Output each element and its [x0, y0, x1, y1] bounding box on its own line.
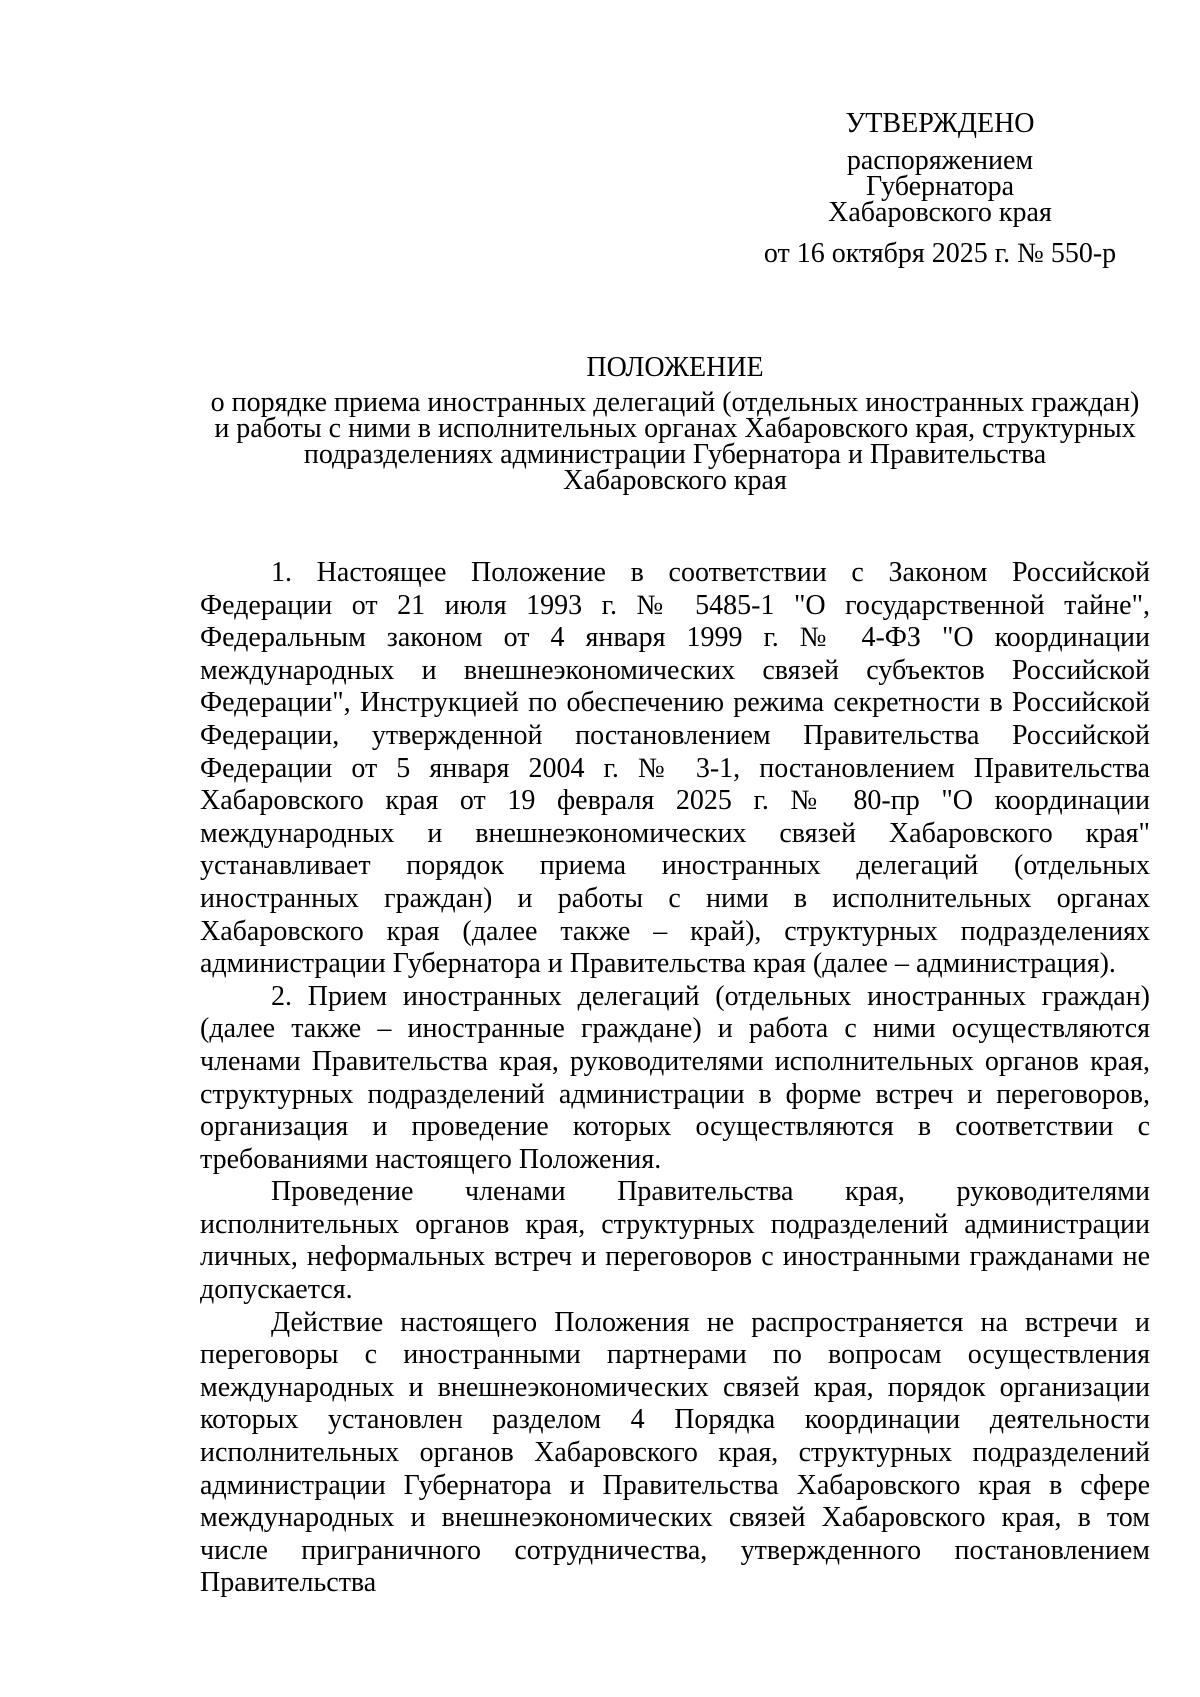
- approval-line-2: Губернатора: [865, 171, 1015, 202]
- document-subtitle-line: о порядке приема иностранных делегаций (отдельных иностранных граждан): [210, 387, 1140, 418]
- document-title: ПОЛОЖЕНИЕ: [586, 352, 764, 383]
- approval-line-3: Хабаровского края: [828, 197, 1052, 228]
- approval-line-1: распоряжением: [846, 145, 1034, 176]
- approval-block: [740, 106, 1140, 272]
- paragraph-3: Проведение членами Правительства края, руководителями исполнительных органов края, структурных подразделений администрации личных, неформальных встреч и переговоров с иностранными гражданами не допускается.: [200, 1176, 1150, 1306]
- approval-title: УТВЕРЖДЕНО: [845, 108, 1035, 139]
- document-subtitle-line: подразделениях администрации Губернатора и Правительства: [303, 439, 1047, 470]
- document-subtitle-line: Хабаровского края: [563, 465, 787, 496]
- approval-date: от 16 октября 2025 г. № 550-р: [763, 238, 1117, 269]
- document-body: [200, 557, 1150, 1600]
- paragraph-2: 2. Прием иностранных делегаций (отдельных иностранных граждан) (далее также – иностранные граждане) и работа с ними осуществляются членами Правительства края, руководителями исполнительных органов края, структурных подразделений администрации в форме встреч и переговоров, организация и проведение которых осуществляются в соответствии с требованиями настоящего Положения.: [200, 980, 1150, 1175]
- document-heading: [200, 350, 1150, 494]
- paragraph-4: Действие настоящего Положения не распространяется на встречи и переговоры с иностранными партнерами по вопросам осуществления международных и внешнеэкономических связей края, порядок организации которых установлен разделом 4 Порядка координации деятельности исполнительных органов Хабаровского края, структурных подразделений администрации Губернатора и Правительства Хабаровского края в сфере международных и внешнеэкономических связей Хабаровского края, в том числе приграничного сотрудничества, утвержденного постановлением Правительства: [200, 1306, 1150, 1599]
- document-subtitle-line: и работы с ними в исполнительных органах Хабаровского края, структурных: [214, 413, 1136, 444]
- paragraph-1: 1. Настоящее Положение в соответствии с Законом Российской Федерации от 21 июля 1993 г. № 5485-1 "О государственной тайне", Федеральным законом от 4 января 1999 г. № 4-ФЗ "О координации международных и внешнеэкономических связей субъектов Российской Федерации", Инструкцией по обеспечению режима секретности в Российской Федерации, утвержденной постановлением Правительства Российской Федерации от 5 января 2004 г. № 3-1, постановлением Правительства Хабаровского края от 19 февраля 2025 г. № 80-пр "О координации международных и внешнеэкономических связей Хабаровского края" устанавливает порядок приема иностранных делегаций (отдельных иностранных граждан) и работы с ними в исполнительных органах Хабаровского края (далее также – край), структурных подразделениях администрации Губернатора и Правительства края (далее – администрация).: [200, 557, 1150, 980]
